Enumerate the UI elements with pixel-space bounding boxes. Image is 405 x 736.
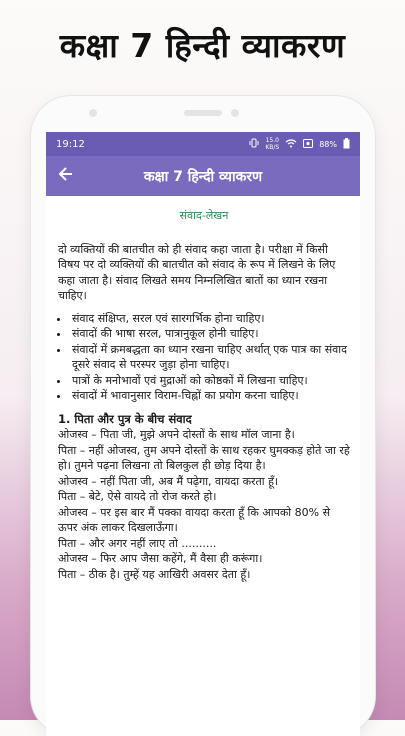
dialog-line: पिता – बेटे, ऐसे वायदे तो रोज करते हो। <box>58 490 217 503</box>
list-item: • पात्रों के मनोभावों एवं मुद्राओं को कोष्ठकों में लिखना चाहिए। <box>70 373 350 389</box>
battery-icon <box>343 138 350 151</box>
battery-level: 88% <box>319 139 337 149</box>
intro-paragraph: दो व्यक्तियों की बातचीत को ही संवाद कहा जाता है। परीक्षा में किसी विषय पर दो व्यक्तियों की बातचीत को संवाद के रूप में लिखने के लिए कहा जाता है। संवाद लिखते समय निम्नलिखित बातों का ध्यान रखना चाहिए। <box>58 242 336 302</box>
screen-record-icon <box>303 139 313 150</box>
list-item: • संवाद संक्षिप्त, सरल एवं सारगर्भिक होना चाहिए। <box>70 311 350 327</box>
phone-frame <box>31 96 375 736</box>
phone-sensor-dot <box>89 109 97 117</box>
dialog-line: पिता – ठीक है। तुम्हें यह आखिरी अवसर देता हूँ। <box>58 567 251 581</box>
app-screen <box>46 132 360 736</box>
dialog-line: ओजस्व – फिर आप जैसा कहेंगे, मैं वैसा ही करूंगा। <box>58 552 263 565</box>
dialog-line: ओजस्व – पिता जी, मुझे अपने दोस्तों के साथ मॉल जाना है। <box>58 428 295 441</box>
network-speed: 15.0 KB/S <box>265 137 280 151</box>
lesson-content <box>46 196 360 582</box>
dialog-line: पिता – और अगर नहीं लाए तो .......... <box>58 536 217 550</box>
section-title: संवाद-लेखन <box>179 209 229 222</box>
vibrate-icon <box>249 138 259 150</box>
dialog-line: पिता – नहीं ओजस्व, तुम अपने दोस्तों के साथ रहकर घुमक्कड़ होते जा रहे हो। तुमने पढ़ना लिखना तो बिलकुल ही छोड़ दिया है। <box>58 443 350 472</box>
dialog-line: ओजस्व – पर इस बार मैं पक्का वायदा करता हूँ कि आपको 80% से ऊपर अंक लाकर दिखलाऊँगा। <box>58 505 331 534</box>
back-button[interactable] <box>46 156 86 196</box>
list-item: • संवादों में क्रमबद्धता का ध्यान रखना चाहिए अर्थात् एक पात्र का संवाद दूसरे संवाद से परस्पर जुड़ा होना चाहिए। <box>70 342 350 373</box>
dialog-heading: 1. पिता और पुत्र के बीच संवाद <box>58 411 192 426</box>
phone-camera-dot <box>231 109 239 117</box>
status-time: 19:12 <box>56 138 85 150</box>
app-bar <box>46 156 360 196</box>
list-item: • संवादों में भावानुसार विराम-चिह्नों का प्रयोग करना चाहिए। <box>70 388 350 404</box>
wifi-icon <box>285 138 297 150</box>
list-item: • संवादों की भाषा सरल, पात्रानुकूल होनी चाहिए। <box>70 326 350 342</box>
app-bar-title: कक्षा 7 हिन्दी व्याकरण <box>143 168 263 185</box>
status-icons <box>249 137 350 151</box>
promo-title: कक्षा 7 हिन्दी व्याकरण <box>59 26 346 65</box>
status-bar <box>46 132 360 156</box>
tips-list <box>58 311 350 404</box>
dialog-line: ओजस्व – नहीं पिता जी, अब मैं पढ़ेगा, वायदा करता हूँ। <box>58 474 279 488</box>
arrow-left-icon <box>58 166 74 186</box>
phone-speaker <box>184 110 222 116</box>
